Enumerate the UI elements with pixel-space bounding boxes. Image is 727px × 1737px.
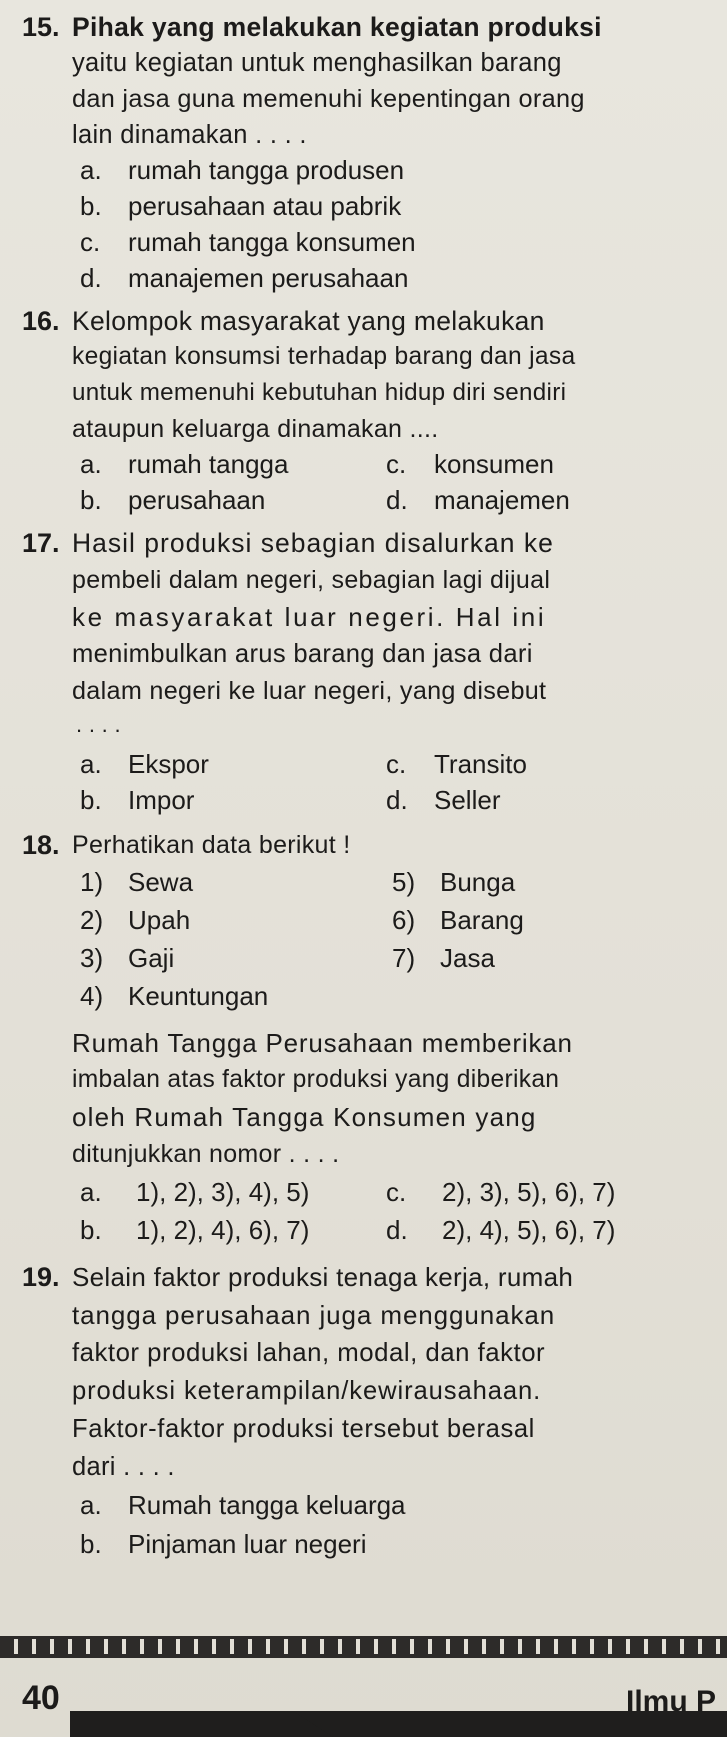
option-letter: d.: [386, 1215, 408, 1245]
question-number: 19.: [22, 1262, 60, 1292]
question-number: 18.: [22, 830, 60, 860]
item-text: Barang: [440, 905, 524, 935]
question-text-line: faktor produksi lahan, modal, dan faktor: [72, 1339, 546, 1367]
option-letter: b.: [80, 485, 102, 515]
question-text-line: . . . .: [76, 712, 121, 737]
question-text-line: ke masyarakat luar negeri. Hal ini: [72, 602, 547, 632]
option-letter: a.: [80, 155, 102, 185]
option-text: Ekspor: [128, 749, 209, 779]
option-d: [386, 482, 570, 518]
option-text: manajemen perusahaan: [128, 263, 409, 293]
option-a: [80, 152, 404, 188]
item-number: 2): [80, 905, 104, 935]
item-number: 7): [392, 943, 416, 973]
option-d: [386, 782, 500, 818]
option-letter: c.: [386, 1177, 407, 1207]
option-text: Impor: [128, 785, 195, 815]
option-letter: a.: [80, 1490, 102, 1520]
question-text-line: dalam negeri ke luar negeri, yang disebut: [72, 677, 547, 705]
option-text: konsumen: [434, 449, 554, 479]
item-number: 4): [80, 981, 104, 1011]
question-text-line: ataupun keluarga dinamakan ....: [72, 415, 439, 443]
question-number: 17.: [22, 528, 60, 558]
option-text: Seller: [434, 785, 501, 815]
question-body-line: Rumah Tangga Perusahaan memberikan: [72, 1028, 573, 1058]
option-text: manajemen: [434, 485, 570, 515]
item-text: Keuntungan: [128, 981, 269, 1011]
option-letter: d.: [80, 263, 102, 293]
question-text-line: Hasil produksi sebagian disalurkan ke: [72, 528, 554, 558]
option-text: perusahaan atau pabrik: [128, 191, 402, 221]
option-c: [386, 746, 527, 782]
question-number: 15.: [22, 12, 60, 42]
option-letter: b.: [80, 785, 102, 815]
data-item: [80, 902, 190, 938]
question-text-line: produksi keterampilan/kewirausahaan.: [72, 1377, 542, 1405]
option-a: [80, 1487, 406, 1523]
question-body-line: oleh Rumah Tangga Konsumen yang: [72, 1102, 537, 1132]
page-number: 40: [22, 1679, 60, 1717]
option-letter: b.: [80, 1529, 102, 1559]
option-a: [80, 446, 288, 482]
item-text: Jasa: [440, 943, 495, 973]
item-text: Sewa: [128, 867, 194, 897]
question-text-line: Selain faktor produksi tenaga kerja, rumah: [72, 1262, 574, 1292]
option-a: [80, 1174, 309, 1210]
option-letter: d.: [386, 485, 408, 515]
option-letter: b.: [80, 1215, 102, 1245]
data-item: [392, 864, 515, 900]
question-body-line: ditunjukkan nomor . . . .: [72, 1140, 340, 1168]
option-b: [80, 188, 401, 224]
option-text: rumah tangga konsumen: [128, 227, 416, 257]
option-letter: a.: [80, 749, 102, 779]
item-number: 5): [392, 867, 416, 897]
option-text: rumah tangga produsen: [128, 155, 405, 185]
item-number: 1): [80, 867, 104, 897]
question-text-line: yaitu kegiatan untuk menghasilkan barang: [72, 49, 562, 77]
option-b: [80, 782, 194, 818]
question-text-line: Faktor-faktor produksi tersebut berasal: [72, 1415, 535, 1443]
decorative-divider: [0, 1636, 727, 1658]
option-text: Transito: [434, 749, 527, 779]
question-text-line: dari . . . .: [72, 1453, 175, 1481]
option-letter: c.: [80, 227, 101, 257]
option-letter: a.: [80, 449, 102, 479]
question-text-line: lain dinamakan . . . .: [72, 121, 307, 149]
question-text-line: Kelompok masyarakat yang melakukan: [72, 306, 545, 336]
data-item: [80, 864, 193, 900]
option-letter: d.: [386, 785, 408, 815]
question-text-line: menimbulkan arus barang dan jasa dari: [72, 640, 533, 668]
option-d: [386, 1212, 615, 1248]
data-item: [392, 940, 495, 976]
item-text: Bunga: [440, 867, 516, 897]
option-c: [386, 446, 554, 482]
option-b: [80, 1212, 309, 1248]
option-text: Rumah tangga keluarga: [128, 1490, 406, 1520]
question-text-line: Pihak yang melakukan kegiatan produksi: [72, 12, 602, 42]
option-a: [80, 746, 209, 782]
question-text-line: pembeli dalam negeri, sebagian lagi dijual: [72, 566, 551, 594]
option-letter: b.: [80, 191, 102, 221]
option-c: [386, 1174, 615, 1210]
option-b: [80, 482, 265, 518]
option-text: Pinjaman luar negeri: [128, 1529, 367, 1559]
option-text: 2), 4), 5), 6), 7): [442, 1215, 616, 1245]
item-number: 6): [392, 905, 416, 935]
question-text-line: Perhatikan data berikut !: [72, 831, 351, 859]
option-letter: c.: [386, 749, 407, 779]
question-body-line: imbalan atas faktor produksi yang diberikan: [72, 1066, 560, 1093]
option-letter: c.: [386, 449, 407, 479]
option-text: 1), 2), 4), 6), 7): [136, 1215, 310, 1245]
question-text-line: untuk memenuhi kebutuhan hidup diri sendiri: [72, 379, 567, 406]
data-item: [80, 978, 268, 1014]
option-text: perusahaan: [128, 485, 266, 515]
question-text-line: kegiatan konsumsi terhadap barang dan jasa: [72, 343, 576, 370]
option-text: rumah tangga: [128, 449, 289, 479]
question-text-line: tangga perusahaan juga menggunakan: [72, 1300, 556, 1330]
option-d: [80, 260, 408, 296]
option-b: [80, 1526, 366, 1562]
data-item: [80, 940, 174, 976]
item-text: Upah: [128, 905, 191, 935]
option-text: 1), 2), 3), 4), 5): [136, 1177, 310, 1207]
item-number: 3): [80, 943, 104, 973]
question-number: 16.: [22, 306, 60, 336]
option-text: 2), 3), 5), 6), 7): [442, 1177, 616, 1207]
item-text: Gaji: [128, 943, 175, 973]
question-text-line: dan jasa guna memenuhi kepentingan orang: [72, 85, 585, 113]
footer-title: Ilmu P: [626, 1685, 717, 1718]
data-item: [392, 902, 524, 938]
option-letter: a.: [80, 1177, 102, 1207]
option-c: [80, 224, 416, 260]
